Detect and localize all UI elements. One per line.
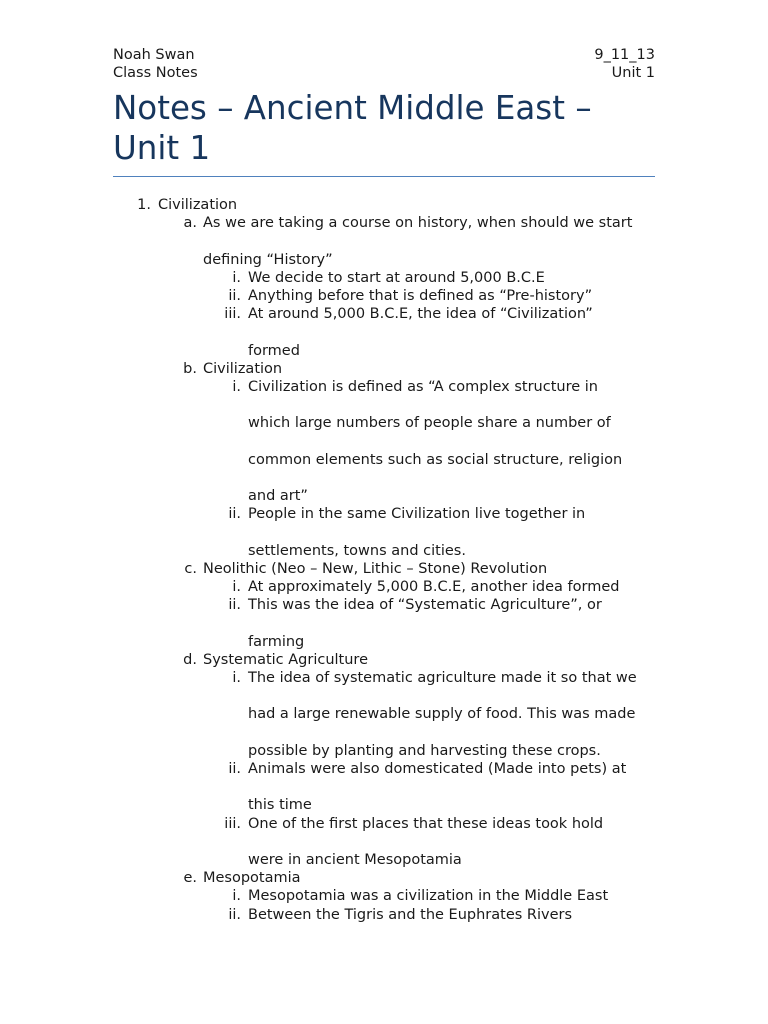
outline-text: [203, 651, 663, 669]
outline-text-line: We decide to start at around 5,000 B.C.E: [248, 269, 545, 286]
outline-marker: c.: [184, 560, 197, 577]
outline-marker: a.: [183, 215, 197, 232]
outline-text-line: At approximately 5,000 B.C.E, another idea formed: [248, 579, 620, 596]
outline-text: [248, 269, 658, 287]
outline-text-line: settlements, towns and cities.: [248, 542, 466, 559]
outline-text: [248, 305, 658, 360]
title-divider: [113, 176, 655, 177]
outline-item: [0, 578, 768, 596]
outline-marker: i.: [232, 670, 241, 687]
outline-text: [248, 596, 658, 651]
outline-text-line: Civilization: [158, 197, 238, 213]
outline-text-line: Neolithic (Neo – New, Lithic – Stone) Revolution: [203, 560, 548, 577]
outline-text: [248, 887, 658, 905]
outline-text-line: common elements such as social structure, religion: [248, 451, 623, 468]
outline-text-line: and art”: [248, 488, 308, 505]
outline-marker: i.: [232, 579, 241, 596]
outline-text: [203, 560, 663, 578]
date-label: 9_11_13: [594, 47, 655, 63]
document-title: [113, 88, 673, 168]
outline-text-line: Between the Tigris and the Euphrates Rivers: [248, 906, 573, 923]
outline-item: [0, 378, 768, 505]
outline-text: [158, 196, 658, 214]
outline-text-line: The idea of systematic agriculture made it so that we: [248, 670, 637, 687]
outline-text: [248, 378, 658, 505]
outline-text-line: People in the same Civilization live together in: [248, 506, 586, 523]
outline-marker: d.: [183, 651, 197, 668]
outline-text: [248, 906, 658, 924]
outline-item: [0, 360, 768, 378]
outline-text-line: At around 5,000 B.C.E, the idea of “Civilization”: [248, 306, 593, 323]
outline-item: [0, 287, 768, 305]
outline-text-line: formed: [248, 342, 300, 359]
outline-item: [0, 760, 768, 815]
outline-text-line: which large numbers of people share a number of: [248, 415, 611, 432]
outline-text: [248, 815, 658, 870]
unit-label: Unit 1: [611, 65, 655, 81]
outline-item: [0, 505, 768, 560]
outline-marker: b.: [183, 360, 197, 377]
outline-item: [0, 269, 768, 287]
outline-item: [0, 560, 768, 578]
outline-text-line: Anything before that is defined as “Pre-history”: [248, 287, 593, 304]
outline-text: [248, 760, 658, 815]
author-name: Noah Swan: [113, 47, 195, 63]
outline-marker: iii.: [224, 306, 241, 323]
outline-marker: i.: [232, 269, 241, 286]
outline-item: [0, 887, 768, 905]
outline-text-line: Mesopotamia was a civilization in the Middle East: [248, 888, 609, 905]
outline-text-line: Civilization is defined as “A complex structure in: [248, 378, 598, 395]
outline-text: [203, 360, 663, 378]
outline-text-line: this time: [248, 797, 312, 814]
title-line: Notes – Ancient Middle East –: [113, 89, 592, 127]
outline-text-line: possible by planting and harvesting these crops.: [248, 742, 601, 759]
outline-text-line: As we are taking a course on history, when should we start: [203, 215, 633, 232]
outline-text-line: were in ancient Mesopotamia: [248, 852, 462, 869]
outline-item: [0, 596, 768, 651]
outline-text-line: This was the idea of “Systematic Agriculture”, or: [248, 597, 602, 614]
outline-text: [248, 669, 658, 760]
outline-item: [0, 906, 768, 924]
outline-marker: ii.: [228, 906, 241, 923]
outline-text-line: Civilization: [203, 360, 283, 377]
outline-text-line: Animals were also domesticated (Made into pets) at: [248, 761, 627, 778]
outline-item: [0, 651, 768, 669]
outline-text: [203, 214, 663, 269]
outline-marker: ii.: [228, 761, 241, 778]
title-line: Unit 1: [113, 129, 211, 167]
outline-text: [248, 578, 658, 596]
outline-text-line: had a large renewable supply of food. This was made: [248, 706, 636, 723]
outline-item: [0, 869, 768, 887]
course-label: Class Notes: [113, 65, 198, 81]
outline-text-line: farming: [248, 633, 305, 650]
outline-item: [0, 214, 768, 269]
outline-text-line: defining “History”: [203, 251, 333, 268]
outline-text: [203, 869, 663, 887]
outline-item: [0, 669, 768, 760]
outline-item: [0, 196, 768, 214]
outline-marker: i.: [232, 888, 241, 905]
outline-marker: 1.: [137, 197, 151, 213]
outline-item: [0, 815, 768, 870]
header-left: [113, 46, 198, 82]
header-right: [594, 46, 655, 82]
outline-marker: iii.: [224, 815, 241, 832]
outline-marker: ii.: [228, 506, 241, 523]
notes-outline: [0, 196, 768, 924]
outline-marker: ii.: [228, 597, 241, 614]
outline-item: [0, 305, 768, 360]
outline-marker: e.: [183, 870, 197, 887]
outline-text-line: Systematic Agriculture: [203, 651, 368, 668]
outline-marker: ii.: [228, 287, 241, 304]
outline-marker: i.: [232, 378, 241, 395]
outline-text-line: One of the first places that these ideas took hold: [248, 815, 604, 832]
outline-text-line: Mesopotamia: [203, 870, 301, 887]
outline-text: [248, 505, 658, 560]
outline-text: [248, 287, 658, 305]
